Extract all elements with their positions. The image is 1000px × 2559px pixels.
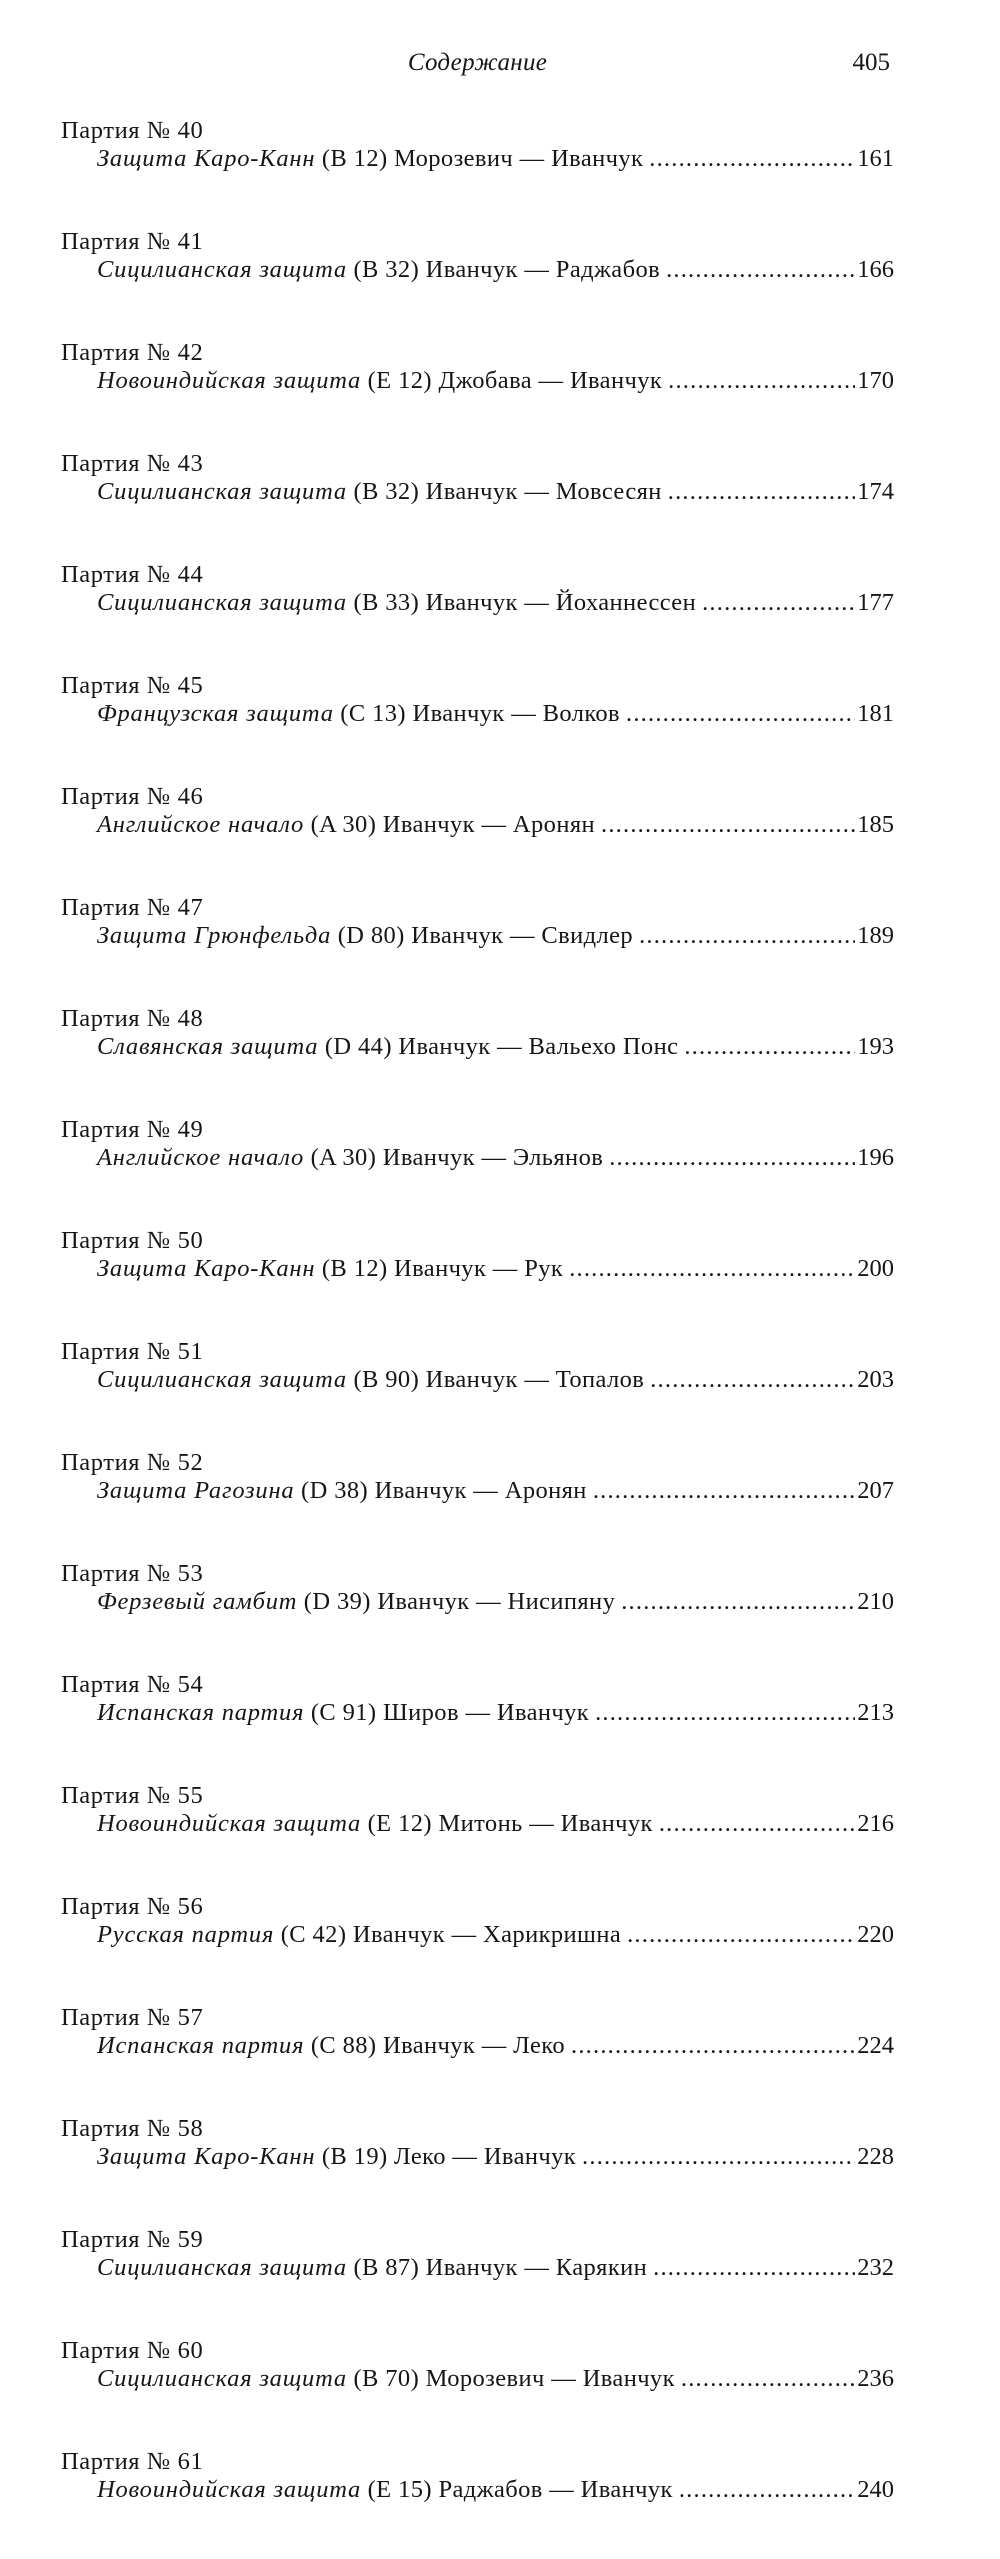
game-number: Партия № 40 [61,117,204,144]
toc-entry [61,228,894,339]
game-players: (C 91) Широв — Иванчук [310,1698,590,1726]
game-page-number: 228 [857,2142,894,2170]
game-line[interactable] [97,1477,894,1505]
game-line[interactable] [97,922,894,950]
opening-name: Новоиндийская защита [97,366,362,394]
game-page-number: 216 [857,1809,894,1837]
dot-leader [681,2365,855,2393]
opening-name: Защита Грюнфельда [97,921,332,949]
game-page-number: 166 [857,255,894,283]
toc-entry [61,1449,894,1560]
game-players: (D 80) Иванчук — Свидлер [337,921,634,949]
game-players: (D 39) Иванчук — Нисипяну [303,1587,616,1615]
game-line[interactable] [97,589,894,617]
game-line[interactable] [97,2476,894,2504]
game-players: (A 30) Иванчук — Эльянов [310,1143,604,1171]
table-of-contents [61,117,894,2559]
game-players: (B 33) Иванчук — Йоханнессен [353,588,697,616]
opening-name: Сицилианская защита [97,2253,347,2281]
game-page-number: 174 [857,477,894,505]
dot-leader [639,922,855,950]
game-description [97,2254,647,2282]
page-number: 405 [852,49,890,76]
toc-entry [61,1227,894,1338]
game-line[interactable] [97,2365,894,2393]
opening-name: Испанская партия [97,2031,305,2059]
toc-entry [61,561,894,672]
game-line[interactable] [97,2143,894,2171]
page-title: Содержание [407,49,548,76]
dot-leader [668,367,855,395]
dot-leader [609,1144,855,1172]
dot-leader [668,478,855,506]
game-page-number: 177 [857,588,894,616]
game-line[interactable] [97,1699,894,1727]
game-page-number: 189 [857,921,894,949]
game-description [97,922,633,950]
game-number: Партия № 49 [61,1116,204,1143]
opening-name: Ферзевый гамбит [97,1587,298,1615]
game-players: (B 12) Иванчук — Рук [321,1254,564,1282]
game-description [97,589,696,617]
game-page-number: 232 [857,2253,894,2281]
game-number: Партия № 50 [61,1227,204,1254]
toc-entry [61,672,894,783]
game-players: (E 15) Раджабов — Иванчук [367,2475,673,2503]
game-page-number: 161 [857,144,894,172]
opening-name: Новоиндийская защита [97,2475,362,2503]
opening-name: Защита Каро-Канн [97,2142,316,2170]
game-players: (D 38) Иванчук — Аронян [301,1476,587,1504]
game-page-number: 240 [857,2475,894,2503]
game-page-number: 200 [857,1254,894,1282]
game-number: Партия № 45 [61,672,204,699]
opening-name: Английское начало [97,1143,305,1171]
game-players: (B 32) Иванчук — Мовсесян [353,477,662,505]
game-page-number: 185 [857,810,894,838]
dot-leader [702,589,855,617]
game-number: Партия № 51 [61,1338,204,1365]
dot-leader [649,145,855,173]
game-number: Партия № 46 [61,783,204,810]
game-number: Партия № 61 [61,2448,204,2475]
dot-leader [679,2476,855,2504]
game-page-number: 236 [857,2364,894,2392]
game-description [97,367,662,395]
toc-entry [61,2226,894,2337]
game-line[interactable] [97,1366,894,1394]
game-description [97,700,620,728]
game-description [97,811,595,839]
game-number: Партия № 42 [61,339,204,366]
dot-leader [650,1366,855,1394]
toc-entry [61,1782,894,1893]
dot-leader [601,811,855,839]
opening-name: Защита Рагозина [97,1476,295,1504]
toc-entry [61,1116,894,1227]
toc-entry [61,894,894,1005]
game-players: (D 44) Иванчук — Вальехо Понс [324,1032,679,1060]
toc-entry [61,450,894,561]
toc-entry [61,1893,894,2004]
dot-leader [666,256,855,284]
game-number: Партия № 44 [61,561,204,588]
game-line[interactable] [97,811,894,839]
game-number: Партия № 41 [61,228,204,255]
game-players: (C 13) Иванчук — Волков [340,699,621,727]
game-players: (E 12) Джобава — Иванчук [367,366,663,394]
game-players: (B 70) Морозевич — Иванчук [353,2364,675,2392]
game-line[interactable] [97,1810,894,1838]
dot-leader [659,1810,855,1838]
game-line[interactable] [97,1033,894,1061]
game-description [97,2476,673,2504]
game-page-number: 193 [857,1032,894,1060]
game-description [97,1366,644,1394]
toc-entry [61,2337,894,2448]
game-description [97,2143,576,2171]
game-page-number: 224 [857,2031,894,2059]
game-number: Партия № 48 [61,1005,204,1032]
game-players: (A 30) Иванчук — Аронян [310,810,596,838]
game-number: Партия № 57 [61,2004,204,2031]
game-players: (C 88) Иванчук — Леко [310,2031,566,2059]
opening-name: Сицилианская защита [97,2364,347,2392]
dot-leader [626,700,855,728]
game-description [97,478,662,506]
game-players: (B 90) Иванчук — Топалов [353,1365,645,1393]
opening-name: Сицилианская защита [97,1365,347,1393]
opening-name: Русская партия [97,1920,275,1948]
game-page-number: 181 [857,699,894,727]
game-number: Партия № 56 [61,1893,204,1920]
dot-leader [571,2032,855,2060]
toc-entry [61,1560,894,1671]
game-players: (C 42) Иванчук — Харикришна [280,1920,622,1948]
game-description [97,2032,565,2060]
dot-leader [653,2254,855,2282]
dot-leader [684,1033,855,1061]
game-description [97,1255,563,1283]
game-description [97,1810,653,1838]
dot-leader [582,2143,855,2171]
game-page-number: 203 [857,1365,894,1393]
game-players: (E 12) Митонь — Иванчук [367,1809,653,1837]
game-number: Партия № 43 [61,450,204,477]
game-players: (B 19) Леко — Иванчук [321,2142,577,2170]
toc-entry [61,1005,894,1116]
game-number: Партия № 52 [61,1449,204,1476]
dot-leader [627,1921,855,1949]
game-page-number: 213 [857,1698,894,1726]
running-head [0,48,1000,78]
game-page-number: 220 [857,1920,894,1948]
game-description [97,1699,589,1727]
game-page-number: 196 [857,1143,894,1171]
toc-entry [61,117,894,228]
game-description [97,1588,615,1616]
opening-name: Сицилианская защита [97,477,347,505]
game-line[interactable] [97,700,894,728]
game-number: Партия № 47 [61,894,204,921]
game-description [97,1921,621,1949]
game-description [97,1033,678,1061]
opening-name: Сицилианская защита [97,588,347,616]
game-line[interactable] [97,478,894,506]
game-line[interactable] [97,1255,894,1283]
game-line[interactable] [97,256,894,284]
game-page-number: 207 [857,1476,894,1504]
dot-leader [595,1699,855,1727]
game-description [97,1477,587,1505]
game-players: (B 87) Иванчук — Карякин [353,2253,648,2281]
game-line[interactable] [97,1588,894,1616]
game-line[interactable] [97,145,894,173]
game-line[interactable] [97,1921,894,1949]
game-line[interactable] [97,367,894,395]
game-line[interactable] [97,1144,894,1172]
toc-entry [61,783,894,894]
game-line[interactable] [97,2032,894,2060]
toc-entry [61,339,894,450]
toc-entry [61,1338,894,1449]
opening-name: Славянская защита [97,1032,319,1060]
game-players: (B 32) Иванчук — Раджабов [353,255,661,283]
game-number: Партия № 55 [61,1782,204,1809]
game-page-number: 170 [857,366,894,394]
game-number: Партия № 54 [61,1671,204,1698]
game-description [97,2365,675,2393]
game-description [97,256,660,284]
dot-leader [593,1477,855,1505]
game-number: Партия № 59 [61,2226,204,2253]
opening-name: Новоиндийская защита [97,1809,362,1837]
toc-entry [61,2004,894,2115]
game-number: Партия № 53 [61,1560,204,1587]
opening-name: Французская защита [97,699,334,727]
toc-entry [61,1671,894,1782]
game-players: (B 12) Морозевич — Иванчук [321,144,644,172]
opening-name: Сицилианская защита [97,255,347,283]
game-page-number: 210 [857,1587,894,1615]
opening-name: Защита Каро-Канн [97,1254,316,1282]
dot-leader [621,1588,855,1616]
game-line[interactable] [97,2254,894,2282]
game-number: Партия № 58 [61,2115,204,2142]
dot-leader [569,1255,855,1283]
game-number: Партия № 60 [61,2337,204,2364]
toc-entry [61,2115,894,2226]
opening-name: Защита Каро-Канн [97,144,316,172]
game-description [97,1144,603,1172]
game-description [97,145,643,173]
toc-entry [61,2448,894,2559]
opening-name: Испанская партия [97,1698,305,1726]
opening-name: Английское начало [97,810,305,838]
